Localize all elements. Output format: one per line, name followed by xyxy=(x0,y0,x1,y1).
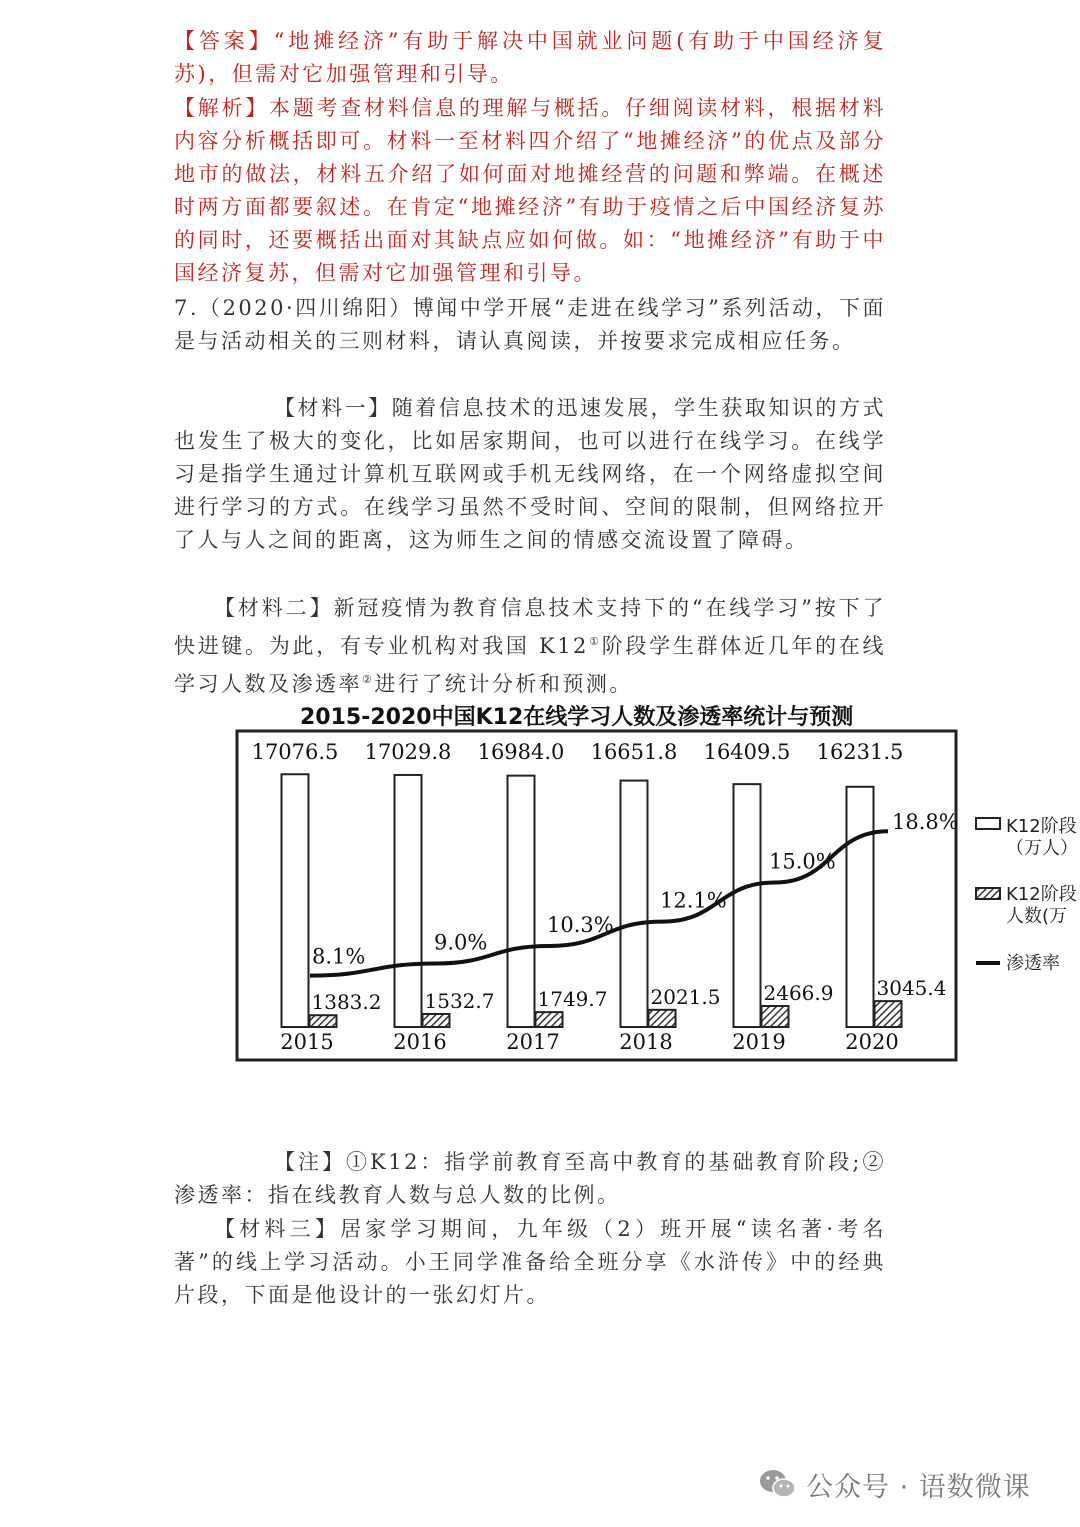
footnote-marker-2: ② xyxy=(362,673,375,686)
material3-label: 【材料三】 xyxy=(214,1217,341,1241)
material1-label: 【材料一】 xyxy=(274,396,392,420)
bar-total-2020 xyxy=(847,787,874,1027)
note-paragraph xyxy=(174,1146,886,1212)
label-year-2018: 2018 xyxy=(619,1030,673,1054)
label-year-2020: 2020 xyxy=(845,1030,899,1054)
label-total-2015: 17076.5 xyxy=(251,740,339,764)
label-rate-2016: 9.0% xyxy=(434,930,488,955)
label-online-2016: 1532.7 xyxy=(424,988,495,1013)
label-total-2016: 17029.8 xyxy=(364,740,452,764)
bar-total-2015 xyxy=(282,774,309,1027)
legend-label-online-2: 人数(万 xyxy=(1006,906,1068,927)
bar-online-2016 xyxy=(423,1014,450,1027)
material2-text-c: 进行了统计分析和预测。 xyxy=(374,672,633,696)
question-text: 7.（2020·四川绵阳）博闻中学开展“走进在线学习”系列活动，下面是与活动相关的三则材料，请认真阅读，并按要求完成相应任务。 xyxy=(174,296,886,353)
label-rate-2017: 10.3% xyxy=(547,912,614,937)
label-year-2016: 2016 xyxy=(393,1030,447,1054)
analysis-label: 【解析】 xyxy=(174,96,269,120)
label-total-2017: 16984.0 xyxy=(477,740,565,764)
legend-label-rate: 渗透率 xyxy=(1006,953,1060,974)
label-total-2020: 16231.5 xyxy=(816,740,904,764)
watermark-text: 公众号 · 语数微课 xyxy=(806,1471,1031,1503)
label-online-2020: 3045.4 xyxy=(876,976,947,1001)
label-rate-2018: 12.1% xyxy=(660,888,727,913)
material3-text: 居家学习期间，九年级（2）班开展“读名著·考名著”的线上学习活动。小王同学准备给全班分享《水浒传》中的经典片段，下面是他设计的一张幻灯片。 xyxy=(174,1217,886,1307)
legend-swatch-total xyxy=(976,818,1000,829)
bar-online-2015 xyxy=(310,1015,337,1027)
answer-text: “地摊经济”有助于解决中国就业问题(有助于中国经济复苏)，但需对它加强管理和引导。 xyxy=(174,29,886,86)
bar-online-2017 xyxy=(536,1012,563,1027)
label-online-2015: 1383.2 xyxy=(311,990,382,1015)
label-rate-2015: 8.1% xyxy=(312,944,366,969)
note-text: ①K12：指学前教育至高中教育的基础教育阶段;②渗透率：指在线教育人数与总人数的比例。 xyxy=(174,1150,887,1207)
material2-label: 【材料二】 xyxy=(214,596,334,620)
label-total-2019: 16409.5 xyxy=(703,740,791,764)
legend-swatch-online xyxy=(976,888,1000,899)
chart-legend xyxy=(976,816,1078,974)
bar-online-2019 xyxy=(762,1006,789,1027)
label-rate-2020: 18.8% xyxy=(892,810,959,835)
bar-total-2016 xyxy=(395,775,422,1027)
label-rate-2019: 15.0% xyxy=(769,849,836,874)
footnote-marker-1: ① xyxy=(588,635,602,648)
bar-total-2017 xyxy=(508,776,535,1027)
bar-total-2019 xyxy=(734,784,761,1027)
label-total-2018: 16651.8 xyxy=(590,740,678,764)
legend-label-total-2: （万人） xyxy=(1006,838,1078,859)
legend-label-total-1: K12阶段 xyxy=(1006,816,1077,837)
material2-text-b: 阶段学生群体近几年的在线学习人数及渗透率 xyxy=(174,634,886,696)
chart-title: 2015-2020中国K12在线学习人数及渗透率统计与预测 xyxy=(300,705,854,730)
label-online-2018: 2021.5 xyxy=(650,984,721,1009)
watermark xyxy=(758,1462,1031,1506)
bar-total-2018 xyxy=(621,781,648,1027)
material3-paragraph xyxy=(174,1213,886,1312)
bar-online-2018 xyxy=(649,1010,676,1027)
wechat-icon xyxy=(758,1467,798,1501)
label-year-2017: 2017 xyxy=(506,1030,560,1054)
label-year-2015: 2015 xyxy=(280,1030,334,1054)
note-label: 【注】 xyxy=(274,1150,347,1174)
material2-text-a: 新冠疫情为教育信息技术支持下的“在线学习”按下了快进键。为此，有专业机构对我国 K12 xyxy=(174,596,886,658)
analysis-text: 本题考查材料信息的理解与概括。仔细阅读材料，根据材料内容分析概括即可。材料一至材料四介绍了“地摊经济”的优点及部分地市的做法，材料五介绍了如何面对地摊经营的问题和弊端。在概述时两方面都要叙述。在肯定“地摊经济”有助于疫情之后中国经济复苏的同时，还要概括出面对其缺点应如何做。如：“地摊经济”有助于中国经济复苏，但需对它加强管理和引导。 xyxy=(174,96,887,285)
material1-text: 随着信息技术的迅速发展，学生获取知识的方式也发生了极大的变化，比如居家期间，也可以进行在线学习。在线学习是指学生通过计算机互联网或手机无线网络，在一个网络虚拟空间进行学习的方式。在线学习虽然不受时间、空间的限制，但网络拉开了人与人之间的距离，这为师生之间的情感交流设置了障碍。 xyxy=(174,396,887,552)
label-year-2019: 2019 xyxy=(732,1030,786,1054)
label-online-2019: 2466.9 xyxy=(763,981,834,1006)
bar-online-2020 xyxy=(875,1001,902,1027)
label-online-2017: 1749.7 xyxy=(537,987,608,1012)
legend-label-online-1: K12阶段 xyxy=(1006,884,1077,905)
answer-label: 【答案】 xyxy=(174,29,274,53)
